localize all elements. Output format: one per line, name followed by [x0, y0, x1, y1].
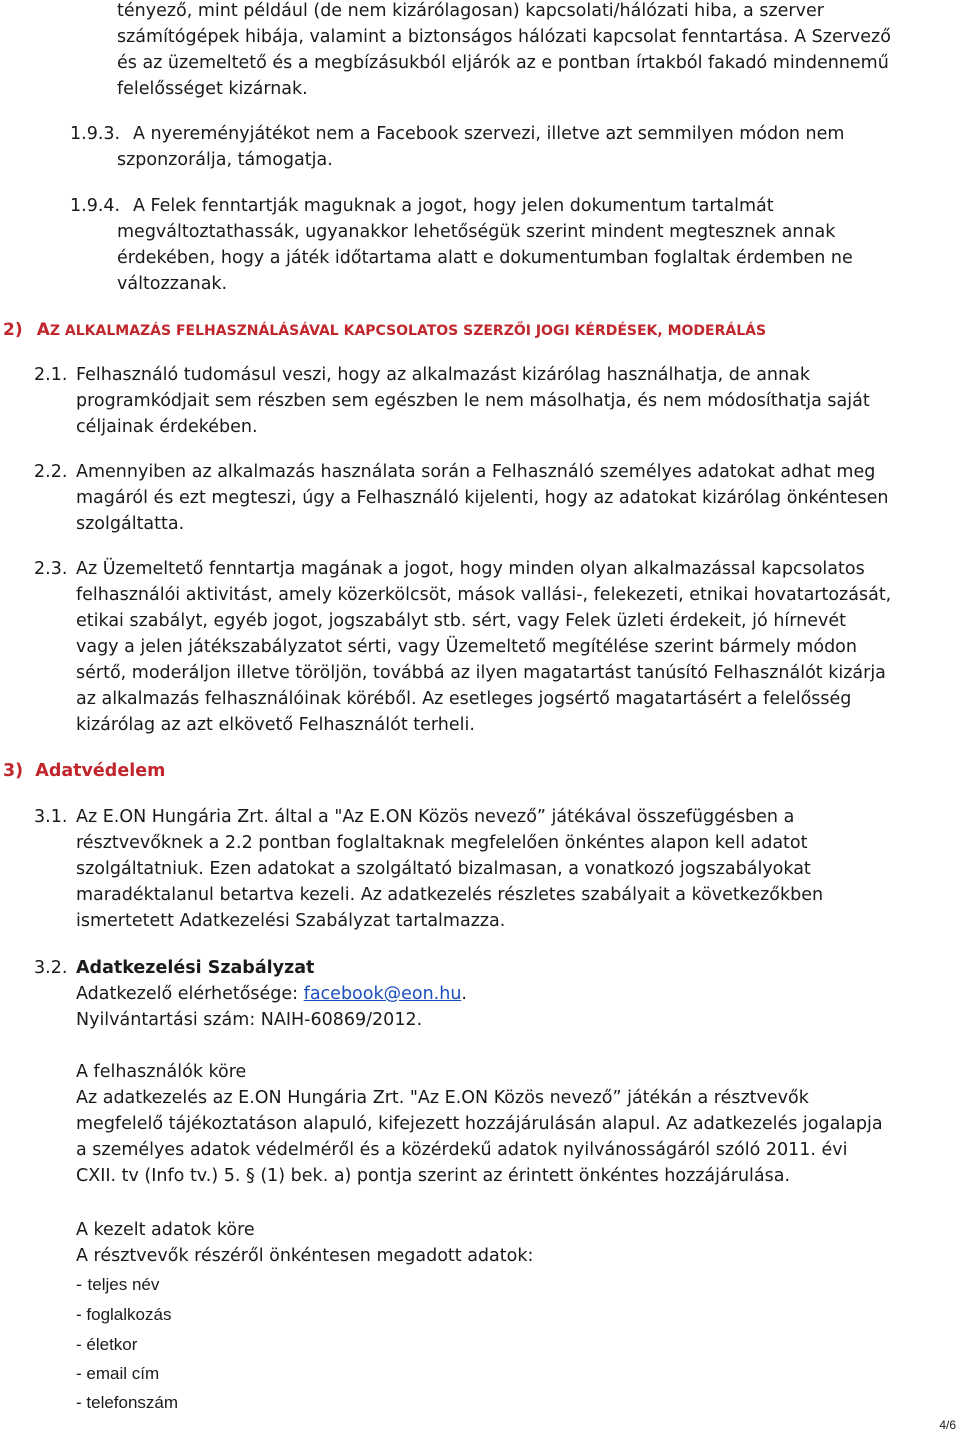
text-line: vagy a jelen játékszabályzatot sérti, vagy Üzemeltető megítélése szerint bármely módon — [76, 637, 857, 657]
clause-text — [76, 459, 958, 537]
clause-text — [117, 193, 957, 297]
text-line: felelősséget kizárnak. — [117, 79, 308, 99]
list-item: - életkor — [76, 1334, 138, 1354]
text-line: megfelelő tájékoztatáson alapuló, kifejezett hozzájárulásán alapul. Az adatkezelés jogalapja — [76, 1114, 883, 1134]
contact-label: Adatkezelő elérhetősége: — [76, 984, 299, 1004]
text-line: maradéktalanul betartva kezeli. Az adatkezelés részletes szabályait a következőkben — [76, 885, 824, 905]
clause-number: 2.3. — [34, 559, 68, 579]
clause-number: 1.9.3. — [70, 124, 121, 144]
clause-number: 1.9.4. — [70, 196, 121, 216]
clause-text — [117, 121, 957, 173]
text-line: A Felek fenntartják maguknak a jogot, hogy jelen dokumentum tartalmát — [133, 196, 774, 216]
text-line: céljainak érdekében. — [76, 417, 258, 437]
text-line: felhasználói aktivitást, amely közerkölcsöt, mások vallási-, felekezeti, etnikai hovatartozását, — [76, 585, 892, 605]
clause-text — [76, 804, 958, 934]
clause-number: 3.2. — [34, 958, 68, 978]
text-line: Felhasználó tudomásul veszi, hogy az alkalmazást kizárólag használhatja, de annak — [76, 365, 810, 385]
clause-text — [76, 556, 958, 738]
subsection-heading: Adatkezelési Szabályzat — [76, 958, 315, 978]
data-heading: A kezelt adatok köre — [76, 1220, 255, 1240]
list-item: - teljes név — [76, 1275, 160, 1295]
text-line: CXII. tv (Info tv.) 5. § (1) bek. a) pontja szerint az érintett önkéntes hozzájárulása. — [76, 1166, 791, 1186]
users-block — [76, 1059, 958, 1189]
clause-number: 2.1. — [34, 365, 68, 385]
text-line: Az adatkezelés az E.ON Hungária Zrt. "Az E.ON Közös nevező” játékán a résztvevők — [76, 1088, 809, 1108]
clause-number: 3.1. — [34, 807, 68, 827]
text-line: Az E.ON Hungária Zrt. által a "Az E.ON Közös nevező” játékával összefüggésben a — [76, 807, 795, 827]
page-number: 4/6 — [939, 1418, 956, 1432]
text-line: résztvevőknek a 2.2 pontban foglaltaknak megfelelően önkéntes alapon kell adatot — [76, 833, 808, 853]
users-heading: A felhasználók köre — [76, 1062, 247, 1082]
text-line: megváltoztathassák, ugyanakkor lehetőségük szerint mindent megtesznek annak — [117, 222, 836, 242]
text-line: ismertetett Adatkezelési Szabályzat tartalmazza. — [76, 911, 506, 931]
clause-number: 2.2. — [34, 462, 68, 482]
clause-text — [76, 362, 958, 440]
text-line: szponzorálja, támogatja. — [117, 150, 333, 170]
text-line: az alkalmazás felhasználóinak köréből. Az esetleges jogsértő magatartásért a felelősség — [76, 689, 852, 709]
section-3-heading: 3) Adatvédelem — [3, 761, 166, 781]
data-list — [76, 1270, 178, 1417]
text-line: Amennyiben az alkalmazás használata során a Felhasználó személyes adatokat adhat meg — [76, 462, 876, 482]
text-line: a személyes adatok védelméről és a közérdekű adatok nyilvánosságáról szóló 2011. évi — [76, 1140, 848, 1160]
list-item: - telefonszám — [76, 1393, 179, 1413]
intro-paragraph — [117, 0, 957, 102]
text-line: számítógépek hibája, valamint a biztonságos hálózati kapcsolat fenntartása. A Szervező — [117, 27, 891, 47]
text-line: programkódjait sem részben sem egészben le nem másolhatja, és nem módosíthatja saját — [76, 391, 870, 411]
contact-line: Adatkezelő elérhetősége: facebook@eon.hu. — [76, 984, 467, 1004]
text-line: magáról és ezt megteszi, úgy a Felhasználó kijelenti, hogy az adatokat kizárólag önkéntesen — [76, 488, 889, 508]
text-line: és az üzemeltető és a megbízásukból eljárók az e pontban írtakból fakadó mindennemű — [117, 53, 889, 73]
text-line: sértő, moderáljon illetve töröljön, továbbá az ilyen magatartást tanúsító Felhasználót kizárja — [76, 663, 886, 683]
text-line: változzanak. — [117, 274, 228, 294]
registry-number: Nyilvántartási szám: NAIH-60869/2012. — [76, 1010, 423, 1030]
text-line: tényező, mint például (de nem kizárólagosan) kapcsolati/hálózati hiba, a szerver — [117, 1, 824, 21]
text-line: A nyereményjátékot nem a Facebook szervezi, illetve azt semmilyen módon nem — [133, 124, 845, 144]
text-line: Az Üzemeltető fenntartja magának a jogot, hogy minden olyan alkalmazással kapcsolatos — [76, 559, 865, 579]
contact-email-link[interactable]: facebook@eon.hu — [303, 984, 462, 1004]
section-2-heading: 2) AZ ALKALMAZÁS FELHASZNÁLÁSÁVAL KAPCSOLATOS SZERZŐI JOGI KÉRDÉSEK, MODERÁLÁS — [3, 320, 767, 340]
text-line: érdekében, hogy a játék időtartama alatt e dokumentumban foglaltak érdemben ne — [117, 248, 853, 268]
text-line: szolgáltatniuk. Ezen adatokat a szolgáltató bizalmasan, a vonatkozó jogszabályokat — [76, 859, 811, 879]
list-item: - foglalkozás — [76, 1305, 172, 1325]
clause-text — [76, 955, 958, 1033]
data-block — [76, 1217, 958, 1269]
list-item: - email cím — [76, 1363, 160, 1383]
text-line: kizárólag az azt elkövető Felhasználót terheli. — [76, 715, 475, 735]
text-line: szolgáltatta. — [76, 514, 185, 534]
text-line: etikai szabályt, egyéb jogot, jogszabályt stb. sért, vagy Felek üzleti érdekeit, jó hírnevét — [76, 611, 846, 631]
data-intro: A résztvevők részéről önkéntesen megadott adatok: — [76, 1246, 534, 1266]
